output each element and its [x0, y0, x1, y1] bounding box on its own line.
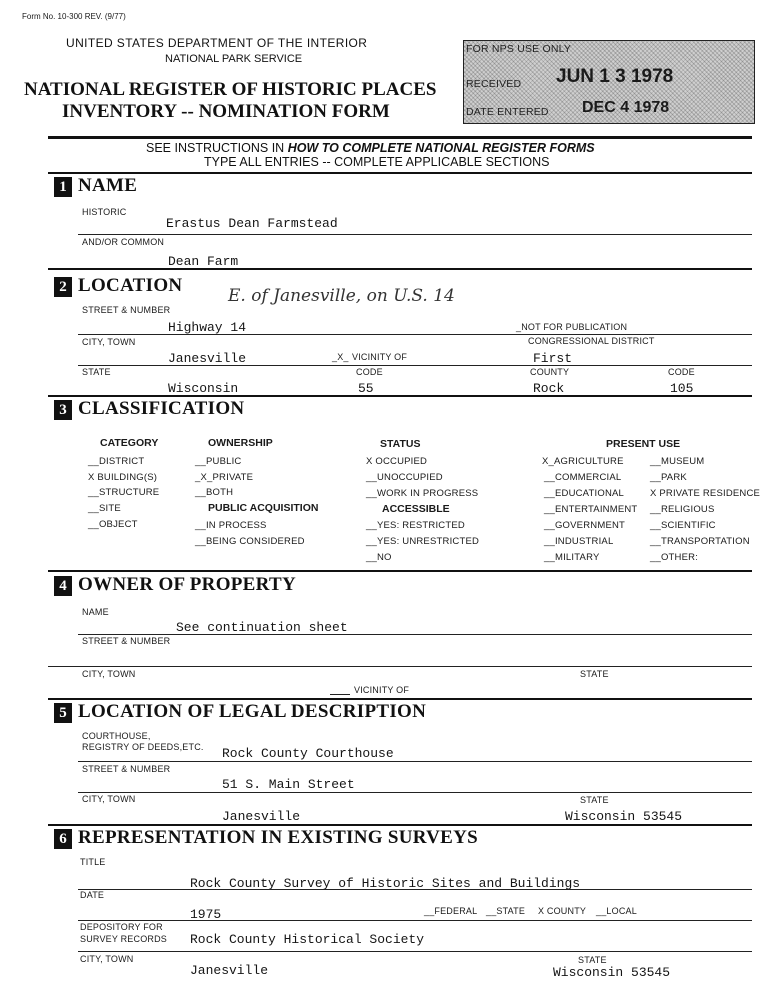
- instructions-line2: TYPE ALL ENTRIES -- COMPLETE APPLICABLE SECTIONS: [204, 155, 550, 169]
- form-title-line1: NATIONAL REGISTER OF HISTORIC PLACES: [24, 79, 437, 100]
- header-divider: [48, 136, 752, 139]
- status-item: X OCCUPIED: [366, 456, 428, 467]
- present-use-item: __TRANSPORTATION: [650, 536, 750, 547]
- street-number-label: STREET & NUMBER: [82, 305, 171, 315]
- survey-date-line: [78, 920, 752, 921]
- category-item: __DISTRICT: [88, 456, 145, 467]
- section3-title: CLASSIFICATION: [78, 398, 245, 419]
- service-name: NATIONAL PARK SERVICE: [165, 53, 303, 65]
- section6-title: REPRESENTATION IN EXISTING SURVEYS: [78, 827, 479, 848]
- nps-box-heading: FOR NPS USE ONLY: [466, 43, 572, 55]
- nps-use-only-box: [463, 40, 755, 124]
- survey-state-value: Wisconsin 53545: [553, 965, 671, 980]
- accessible-item: __YES: UNRESTRICTED: [366, 536, 480, 547]
- county-label: COUNTY: [530, 367, 570, 377]
- legal-state-label: STATE: [580, 795, 609, 805]
- section1-number: 1: [54, 177, 72, 197]
- legal-city-value: Janesville: [222, 809, 301, 824]
- legal-state-value: Wisconsin 53545: [565, 809, 683, 824]
- category-item: __STRUCTURE: [88, 487, 160, 498]
- common-name-label: AND/OR COMMON: [82, 237, 165, 247]
- present-use-item: __INDUSTRIAL: [544, 536, 614, 547]
- courthouse-line: [78, 761, 752, 762]
- form-title-line2: INVENTORY -- NOMINATION FORM: [62, 101, 390, 122]
- present-use-item: __SCIENTIFIC: [650, 520, 716, 531]
- owner-city-label: CITY, TOWN: [82, 669, 136, 679]
- depository-line: [78, 951, 752, 952]
- accessible-heading: ACCESSIBLE: [382, 503, 450, 515]
- section2-number: 2: [54, 277, 72, 297]
- city-town-value: Janesville: [168, 351, 247, 366]
- historic-name-value: Erastus Dean Farmstead: [166, 216, 338, 231]
- accessible-item: __YES: RESTRICTED: [366, 520, 465, 531]
- present-use-item: X_AGRICULTURE: [542, 456, 624, 467]
- ownership-item: _X_PRIVATE: [195, 472, 254, 483]
- acquisition-item: __IN PROCESS: [195, 520, 267, 531]
- section2-title: LOCATION: [78, 275, 183, 296]
- present-use-heading: PRESENT USE: [606, 438, 681, 450]
- survey-title-label: TITLE: [80, 857, 106, 867]
- ownership-item: __BOTH: [195, 487, 234, 498]
- section3-top-rule: [48, 395, 752, 397]
- section5-top-rule: [48, 698, 752, 700]
- section5-title: LOCATION OF LEGAL DESCRIPTION: [78, 701, 427, 722]
- owner-name-line: [78, 634, 752, 635]
- category-item: __SITE: [88, 503, 121, 514]
- present-use-item: __EDUCATIONAL: [544, 488, 625, 499]
- department-name: UNITED STATES DEPARTMENT OF THE INTERIOR: [66, 36, 368, 50]
- courthouse-value: Rock County Courthouse: [222, 746, 394, 761]
- status-item: __WORK IN PROGRESS: [366, 488, 479, 499]
- common-name-value: Dean Farm: [168, 254, 239, 269]
- owner-street-label: STREET & NUMBER: [82, 636, 171, 646]
- present-use-item: __RELIGIOUS: [650, 504, 715, 515]
- owner-state-label: STATE: [580, 669, 609, 679]
- survey-city-label: CITY, TOWN: [80, 954, 134, 964]
- owner-vicinity-label: VICINITY OF: [354, 685, 410, 695]
- section1-top-rule: [48, 172, 752, 174]
- ownership-item: __PUBLIC: [195, 456, 242, 467]
- survey-county-option: X COUNTY: [538, 906, 587, 916]
- present-use-item: __COMMERCIAL: [544, 472, 622, 483]
- state-code-value: 55: [358, 381, 374, 396]
- survey-title-line: [78, 889, 752, 890]
- survey-city-value: Janesville: [190, 963, 269, 978]
- received-date: JUN 1 3 1978: [556, 66, 674, 87]
- section5-number: 5: [54, 703, 72, 723]
- registry-label: REGISTRY OF DEEDS,ETC.: [82, 742, 204, 752]
- survey-date-label: DATE: [80, 890, 105, 900]
- owner-name-label: NAME: [82, 607, 109, 617]
- section4-title: OWNER OF PROPERTY: [78, 574, 297, 595]
- accessible-item: __NO: [366, 552, 392, 563]
- section3-number: 3: [54, 400, 72, 420]
- courthouse-label: COURTHOUSE,: [82, 731, 151, 741]
- county-code-value: 105: [670, 381, 694, 396]
- date-entered-label: DATE ENTERED: [466, 106, 549, 118]
- present-use-item: X PRIVATE RESIDENCE: [650, 488, 761, 499]
- vicinity-mark: _X_: [332, 352, 349, 362]
- historic-label: HISTORIC: [82, 207, 127, 217]
- legal-street-value: 51 S. Main Street: [222, 777, 355, 792]
- street-line: [78, 334, 752, 335]
- instructions-guide-title: HOW TO COMPLETE NATIONAL REGISTER FORMS: [287, 141, 595, 155]
- congressional-district-value: First: [533, 351, 573, 366]
- owner-name-value: See continuation sheet: [176, 620, 348, 635]
- street-number-value: Highway 14: [168, 320, 247, 335]
- instructions-line1: [146, 141, 595, 155]
- section1-title: NAME: [78, 175, 138, 196]
- owner-vicinity-blank: [330, 694, 350, 695]
- ownership-heading: OWNERSHIP: [208, 437, 273, 449]
- category-item: __OBJECT: [88, 519, 138, 530]
- survey-local-option: __LOCAL: [596, 906, 637, 916]
- survey-state-option: __STATE: [486, 906, 526, 916]
- county-code-label: CODE: [668, 367, 695, 377]
- status-heading: STATUS: [380, 438, 421, 450]
- owner-street-line: [48, 666, 752, 667]
- present-use-item: __MILITARY: [544, 552, 600, 563]
- section6-number: 6: [54, 829, 72, 849]
- survey-federal-option: __FEDERAL: [424, 906, 478, 916]
- category-item: X BUILDING(S): [88, 472, 158, 483]
- legal-street-line: [78, 792, 752, 793]
- state-value: Wisconsin: [168, 381, 239, 396]
- form-number: Form No. 10-300 REV. (9/77): [22, 12, 126, 21]
- received-label: RECEIVED: [466, 78, 522, 90]
- present-use-item: __OTHER:: [650, 552, 699, 563]
- present-use-item: __GOVERNMENT: [544, 520, 626, 531]
- date-entered-value: DEC 4 1978: [582, 99, 670, 116]
- present-use-item: __MUSEUM: [650, 456, 705, 467]
- depository-label-1: DEPOSITORY FOR: [80, 922, 163, 932]
- city-line: [78, 365, 752, 366]
- present-use-item: __ENTERTAINMENT: [544, 504, 638, 515]
- category-heading: CATEGORY: [100, 437, 159, 449]
- handwritten-location-note: E. of Janesville, on U.S. 14: [228, 286, 455, 306]
- city-town-label: CITY, TOWN: [82, 337, 136, 347]
- not-for-publication-label: _NOT FOR PUBLICATION: [516, 322, 628, 332]
- historic-line: [78, 234, 752, 235]
- vicinity-of-label: VICINITY OF: [352, 352, 408, 362]
- survey-date-value: 1975: [190, 907, 222, 922]
- present-use-item: __PARK: [650, 472, 687, 483]
- legal-street-label: STREET & NUMBER: [82, 764, 171, 774]
- state-label: STATE: [82, 367, 111, 377]
- instructions-prefix: SEE INSTRUCTIONS IN: [146, 141, 288, 155]
- congressional-district-label: CONGRESSIONAL DISTRICT: [528, 336, 655, 346]
- depository-value: Rock County Historical Society: [190, 932, 425, 947]
- section4-top-rule: [48, 570, 752, 572]
- state-code-label: CODE: [356, 367, 383, 377]
- legal-city-label: CITY, TOWN: [82, 794, 136, 804]
- public-acquisition-heading: PUBLIC ACQUISITION: [208, 502, 319, 514]
- depository-label-2: SURVEY RECORDS: [80, 934, 167, 944]
- section2-top-rule: [48, 268, 752, 270]
- survey-state-label: STATE: [578, 955, 607, 965]
- survey-title-value: Rock County Survey of Historic Sites and Buildings: [190, 876, 581, 891]
- section4-number: 4: [54, 576, 72, 596]
- county-value: Rock: [533, 381, 565, 396]
- status-item: __UNOCCUPIED: [366, 472, 443, 483]
- section6-top-rule: [48, 824, 752, 826]
- acquisition-item: __BEING CONSIDERED: [195, 536, 305, 547]
